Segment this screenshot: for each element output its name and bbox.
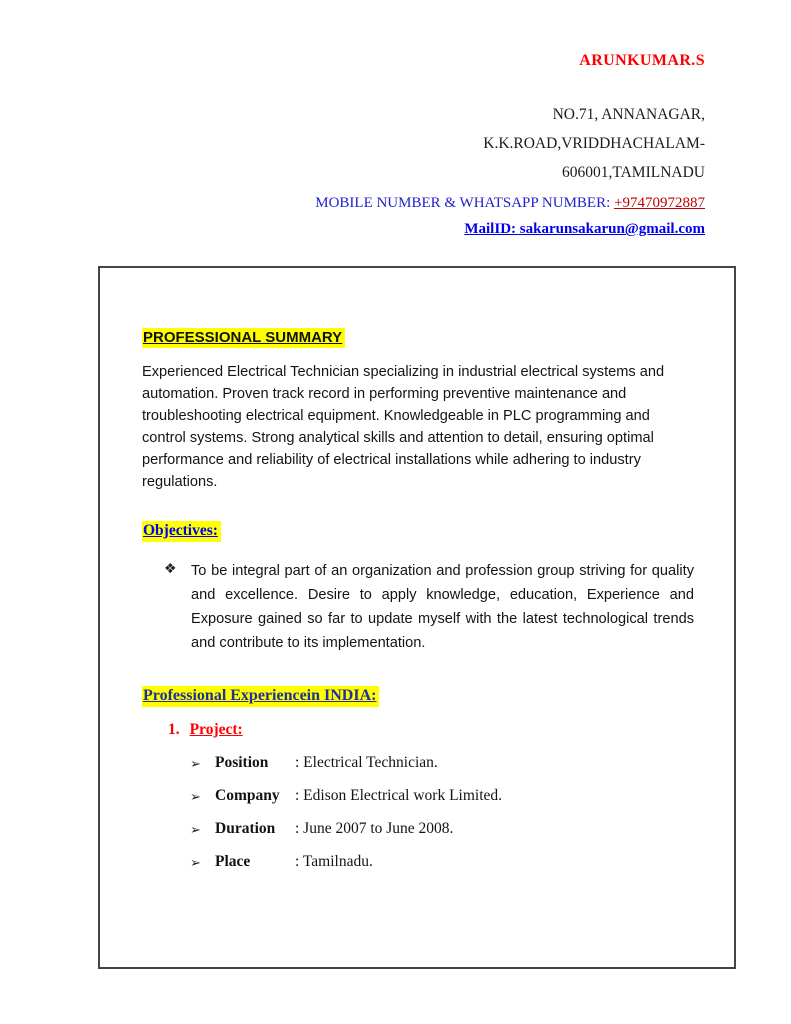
content-box [98,266,736,969]
mobile-line [315,189,705,217]
arrow-bullet-icon: ➢ [190,756,201,771]
header [315,52,705,238]
project-heading [142,721,696,739]
item-label: Position [215,754,269,771]
experience-section [142,655,696,707]
item-label: Company [215,787,280,804]
project-number: 1. [168,721,180,738]
arrow-bullet-icon: ➢ [190,822,201,837]
professional-summary-heading: PROFESSIONAL SUMMARY [142,328,345,348]
address-line-1: NO.71, ANNANAGAR, [552,106,705,123]
project-item-position [142,754,696,772]
item-value: : June 2007 to June 2008. [295,820,454,837]
objectives-bullet-text: To be integral part of an organization and profession group striving for quality and excellence. Desire to apply knowledge, education, Experience and Exposure gained so far to update myself with the latest technological trends and contribute to its implementation. [191,563,694,651]
arrow-bullet-icon: ➢ [190,789,201,804]
project-item-duration [142,820,696,838]
experience-heading: Professional Experiencein INDIA: [142,686,379,707]
professional-summary-text: Experienced Electrical Technician specializing in industrial electrical systems and automation. Proven track record in performing preventive maintenance and troubleshooting electrical equipment. Knowledgeable in PLC programming and control systems. Strong analytical skills and attention to detail, ensuring optimal performance and reliability of electrical installations while adhering to industry regulations. [142,364,665,490]
objectives-heading: Objectives: [142,521,221,542]
item-value: : Tamilnadu. [295,853,373,870]
address-line-2: K.K.ROAD,VRIDDHACHALAM- [483,135,705,152]
address-line-3: 606001,TAMILNADU [562,164,705,181]
objectives-section [142,493,696,542]
mobile-label: MOBILE NUMBER & WHATSAPP NUMBER: [315,195,615,211]
arrow-bullet-icon: ➢ [190,855,201,870]
project-item-place [142,853,696,871]
item-value: : Electrical Technician. [295,754,438,771]
phone-number-link[interactable]: +97470972887 [614,195,705,211]
email-link[interactable]: MailID: sakarunsakarun@gmail.com [464,221,705,237]
objectives-bullet [142,559,696,655]
candidate-name: ARUNKUMAR.S [579,52,705,69]
content-box-inner [100,268,734,871]
project-label: Project: [189,721,243,738]
item-value: : Edison Electrical work Limited. [295,787,503,804]
item-label: Place [215,853,251,870]
diamond-bullet-icon: ❖ [164,562,177,577]
project-item-company [142,787,696,805]
item-label: Duration [215,820,276,837]
